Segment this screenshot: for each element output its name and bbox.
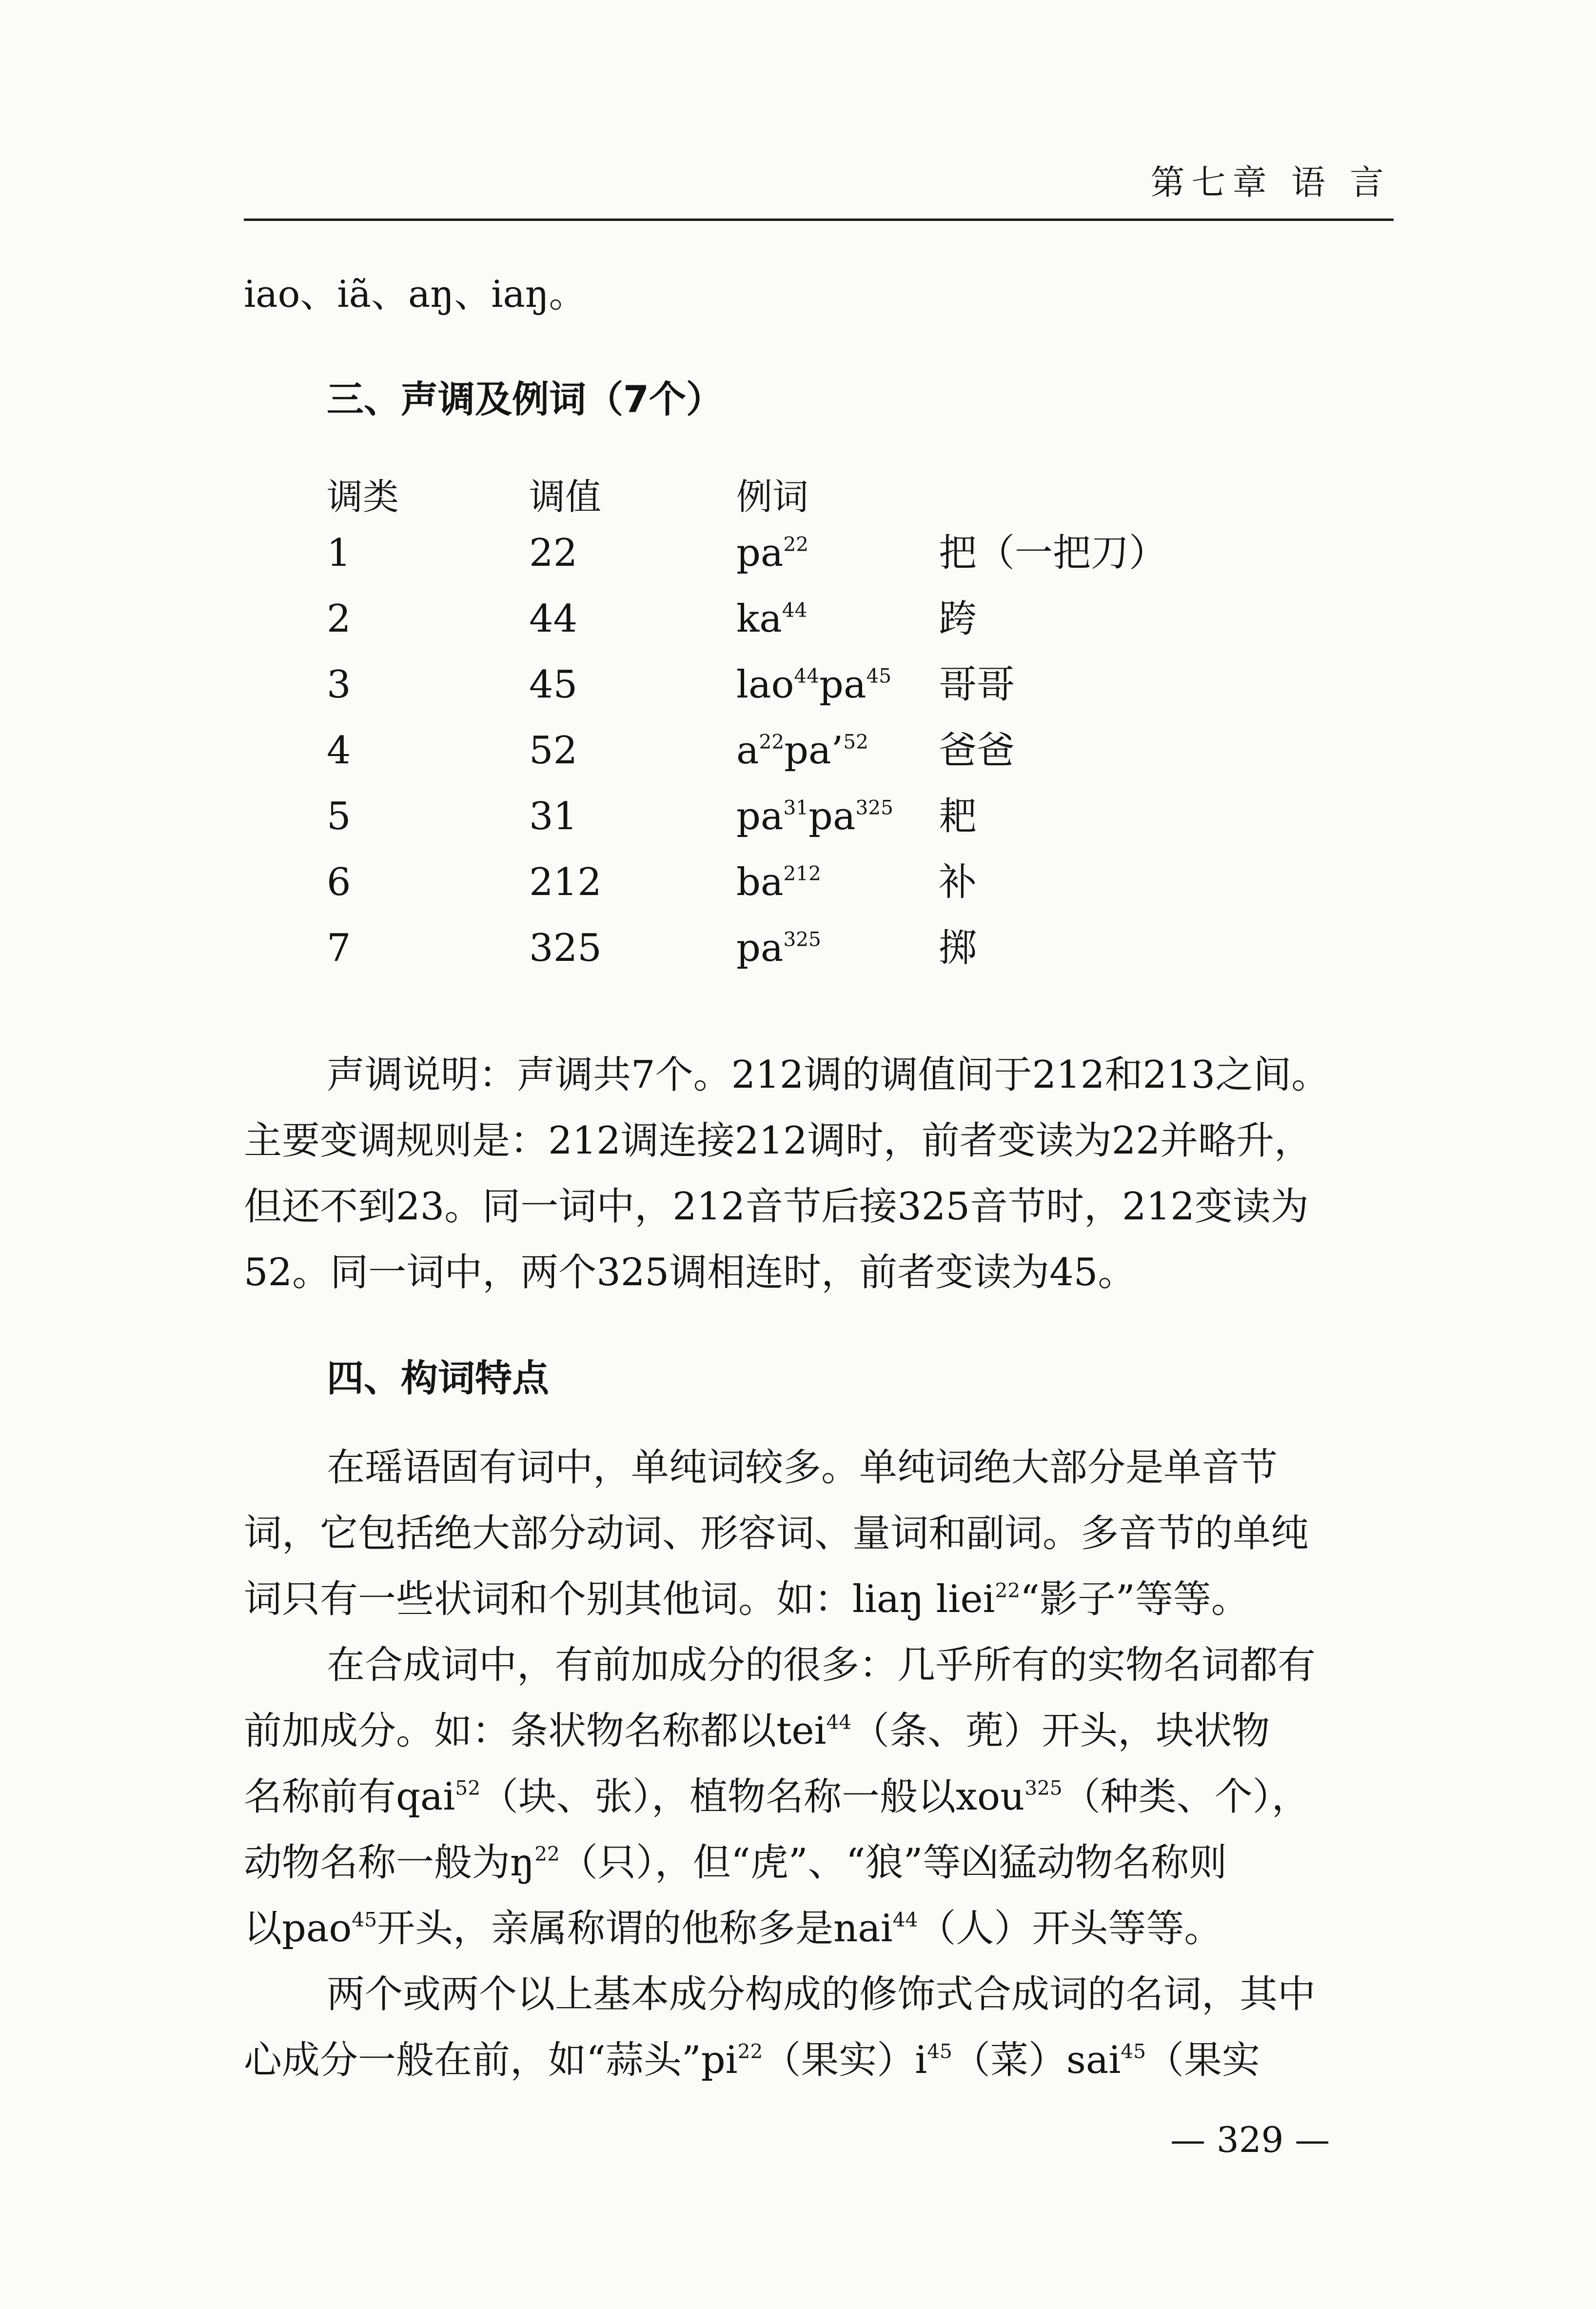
para1-line-3: 词只有一些状词和个别其他词。如：liaŋ liei$^{22}$“影子”等等。 — [244, 1577, 1249, 1621]
para2-line-3: 名称前有qai$^{52}$（块、张），植物名称一般以xou$^{325}$（种类、个）， — [244, 1775, 1310, 1819]
tone-value: 52 — [529, 729, 578, 773]
tone-class: 1 — [327, 531, 351, 575]
tone-class: 7 — [327, 926, 351, 970]
example-ipa: $pa^{31}pa^{325}$ — [736, 795, 893, 838]
example-ipa: $pa^{325}$ — [736, 926, 821, 970]
header-rule — [244, 219, 1394, 221]
para3-line-1: 两个或两个以上基本成分构成的修饰式合成词的名词，其中 — [327, 1972, 1316, 2016]
tone-note-line-1: 声调说明：声调共7个。212调的调值间于212和213之间。 — [327, 1053, 1330, 1097]
example-ipa: $a^{22}pa’^{52}$ — [736, 729, 868, 773]
tone-note-line-4: 52。同一词中，两个325调相连时，前者变读为45。 — [244, 1251, 1136, 1294]
example-gloss: 补 — [939, 860, 977, 904]
para2-line-1: 在合成词中，有前加成分的很多：几乎所有的实物名词都有 — [327, 1643, 1316, 1687]
tone-class: 4 — [327, 729, 351, 773]
tone-value: 325 — [529, 926, 602, 970]
para2-line-4: 动物名称一般为$ŋ^{22}$（只），但“虎”、“狼”等凶猛动物名称则 — [244, 1841, 1227, 1885]
example-gloss: 跨 — [939, 597, 977, 641]
example-gloss: 掷 — [939, 926, 977, 970]
para2-line-5: 以pao$^{45}$开头，亲属称谓的他称多是nai$^{44}$（人）开头等等。 — [244, 1907, 1222, 1951]
para2-line-2: 前加成分。如：条状物名称都以tei$^{44}$（条、蔸）开头，块状物 — [244, 1709, 1270, 1753]
page-number: — 329 — — [1170, 2119, 1330, 2160]
example-ipa: $lao^{44}pa^{45}$ — [736, 663, 892, 707]
para1-line-1: 在瑶语固有词中，单纯词较多。单纯词绝大部分是单音节 — [327, 1446, 1278, 1490]
para3-line-2: 心成分一般在前，如“蒜头$”pi^{22}$（果实）$i^{45}$（菜）sai$^{45}$（果实 — [244, 2038, 1260, 2082]
example-ipa: $pa^{22}$ — [736, 531, 809, 575]
example-ipa: $ka^{44}$ — [736, 597, 808, 641]
table-header-class: 调类 — [327, 476, 399, 518]
continuation-line: iao、iã、aŋ、iaŋ。 — [244, 272, 586, 316]
running-header: 第七章 语 言 — [1150, 162, 1391, 202]
tone-value: 45 — [529, 663, 578, 707]
para1-line-2: 词，它包括绝大部分动词、形容词、量词和副词。多音节的单纯 — [244, 1512, 1309, 1555]
example-ipa: $ba^{212}$ — [736, 860, 821, 904]
example-gloss: 哥哥 — [939, 663, 1015, 707]
tone-value: 44 — [529, 597, 578, 641]
tone-note-line-3: 但还不到23。同一词中，212音节后接325音节时，212变读为 — [244, 1185, 1309, 1229]
example-gloss: 耙 — [939, 795, 977, 838]
section-4-title: 四、构词特点 — [327, 1356, 549, 1400]
tone-value: 212 — [529, 860, 602, 904]
example-gloss: 爸爸 — [939, 729, 1015, 773]
tone-class: 5 — [327, 795, 351, 838]
tone-class: 3 — [327, 663, 351, 707]
section-3-title: 三、声调及例词（7个） — [327, 378, 723, 421]
tone-value: 22 — [529, 531, 578, 575]
tone-note-line-2: 主要变调规则是：212调连接212调时，前者变读为22并略升， — [244, 1119, 1313, 1163]
tone-class: 6 — [327, 860, 351, 904]
table-header-value: 调值 — [529, 476, 601, 518]
example-gloss: 把（一把刀） — [939, 531, 1167, 575]
tone-value: 31 — [529, 795, 578, 838]
tone-class: 2 — [327, 597, 351, 641]
table-header-example: 例词 — [736, 476, 808, 518]
